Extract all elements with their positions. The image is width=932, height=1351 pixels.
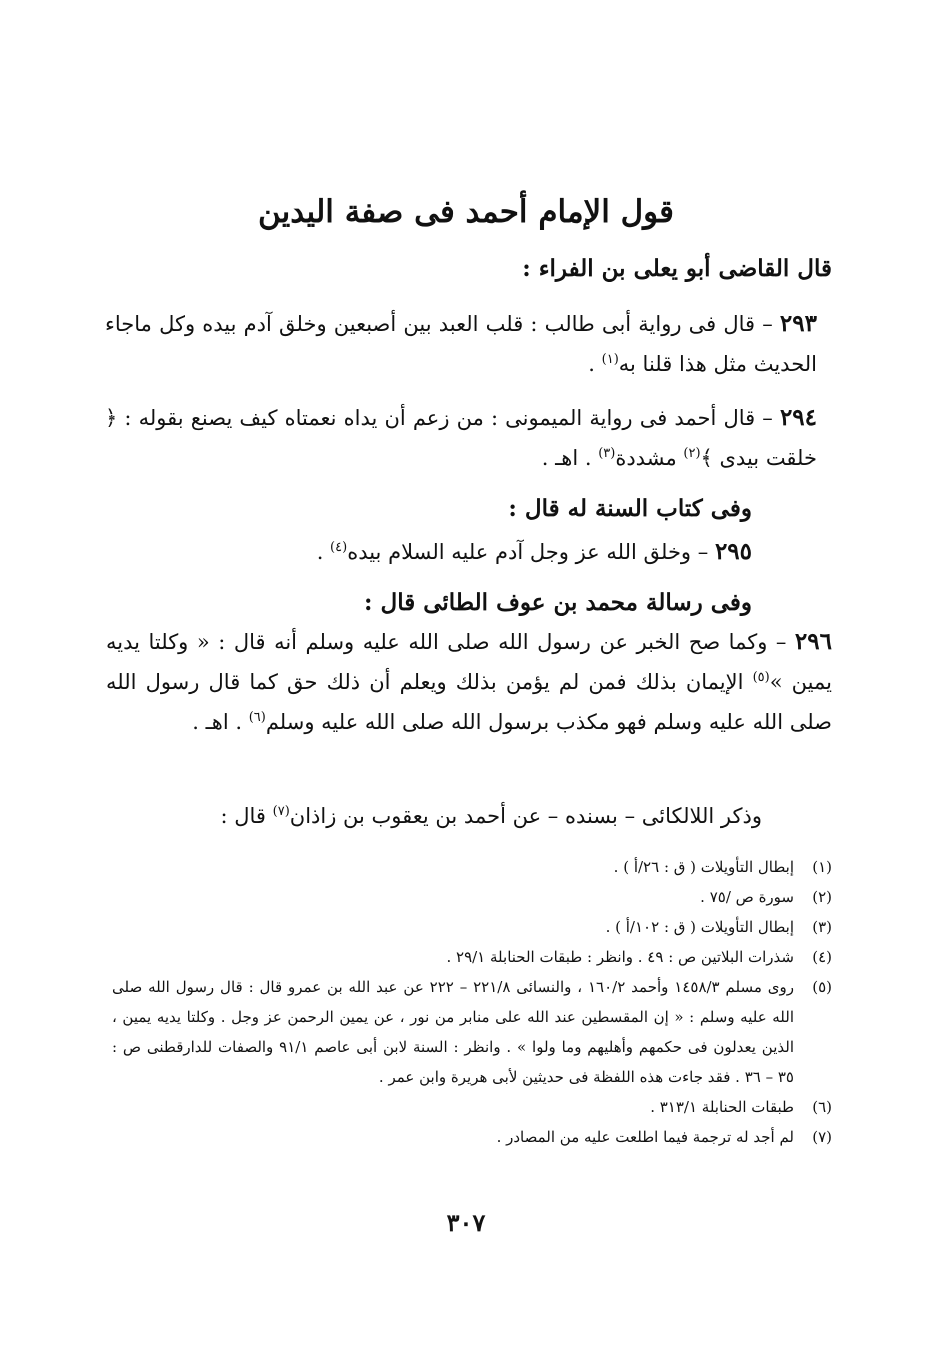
footnote-number: (٦) [812, 1098, 832, 1116]
paragraph-text: – قال فى رواية أبى طالب : قلب العبد بين أصبعين وخلق آدم بيده وكل ماجاء الحديث مثل هذا قلنا به [105, 312, 817, 376]
footnote-ref: (٣) [598, 446, 616, 461]
paragraph-tail: . اهـ . [192, 710, 249, 734]
paragraph-293 [105, 304, 817, 384]
paragraph-text: – قال أحمد فى رواية الميمونى : من زعم أن يداه نعمتاه كيف يصنع بقوله : ﴿ خلقت بيدى ﴾ [105, 406, 817, 470]
footnote-text: روى مسلم ١٤٥٨/٣ وأحمد ١٦٠/٢ ، والنسائى ٢٢١/٨ – ٢٢٢ عن عبد الله بن عمرو قال : قال رسول الله صلى الله عليه وسلم : « إن المقسطين عند الله على منابر من نور ، عن يمين الرحمن عز وجل . وكلتا يديه يمين ، الذين يعدلون فى حكمهم وأهليهم وما ولوا » . وانظر : السنة لابن أبى عاصم ٩١/١ والصفات للدارقطنى ص : ٣٥ – ٣٦ . فقد جاءت هذه اللفظة فى حديثين لأبى هريرة وابن عمر . [112, 978, 794, 1086]
paragraph-tail: . اهـ . [541, 446, 599, 470]
page-title: قول الإمام أحمد فى صفة اليدين [257, 194, 675, 230]
paragraph-number: ٢٩٦ [794, 628, 832, 655]
paragraph-text-continued: الإيمان بذلك فمن لم يؤمن بذلك ويعلم أن ذلك حق كما قال رسول الله صلى الله عليه وسلم فهو مكذب برسول الله صلى الله عليه وسلم [106, 670, 832, 734]
footnote-text: إبطال التأويلات ( ق : ١٠٢/أ ) . [605, 918, 794, 936]
paragraph-text-continued: مشددة [615, 446, 684, 470]
footnote-number: (٥) [812, 978, 832, 996]
paragraph-number: ٢٩٣ [779, 310, 817, 337]
risala-heading: وفى رسالة محمد بن عوف الطائى قال : [364, 589, 752, 616]
sunna-heading: وفى كتاب السنة له قال : [508, 495, 752, 522]
footnote-number: (٢) [812, 888, 832, 906]
footnote-item [112, 852, 832, 882]
footnote-ref: (٧) [272, 804, 290, 819]
footnote-ref: (٤) [330, 540, 348, 555]
footnote-text: إبطال التأويلات ( ق : ٢٦/أ ) . [613, 858, 794, 876]
footnote-text: لم أجد له ترجمة فيما اطلعت عليه من المصادر . [496, 1128, 794, 1146]
paragraph-294 [105, 398, 817, 478]
footnote-item [112, 912, 832, 942]
paragraph-296 [106, 622, 832, 742]
footnote-number: (١) [812, 858, 832, 876]
intro-heading: قال القاضى أبو يعلى بن الفراء : [522, 255, 832, 282]
paragraph-295 [232, 532, 752, 572]
footnote-text: سورة ص /٧٥ . [700, 888, 794, 906]
paragraph-tail: قال : [220, 804, 273, 828]
footnote-item [112, 942, 832, 972]
page-number: ٣٠٧ [446, 1208, 486, 1237]
footnote-ref: (٦) [248, 710, 266, 725]
paragraph-tail: . [316, 540, 331, 564]
footnote-item [112, 882, 832, 912]
footnote-ref: (٢) [683, 446, 701, 461]
paragraph-text: – وكما صح الخبر عن رسول الله صلى الله عليه وسلم أنه قال : « وكلتا يديه يمين » [106, 630, 832, 694]
footnote-item [112, 1122, 832, 1152]
lalakai-paragraph [122, 796, 762, 836]
footnote-item [112, 972, 832, 1092]
footnote-number: (٤) [812, 948, 832, 966]
footnote-number: (٧) [812, 1128, 832, 1146]
footnote-text: طبقات الحنابلة ٣١٣/١ . [650, 1098, 794, 1116]
footnote-ref: (١) [601, 352, 619, 367]
paragraph-number: ٢٩٥ [714, 538, 752, 565]
footnote-number: (٣) [812, 918, 832, 936]
footnote-item [112, 1092, 832, 1122]
paragraph-tail: . [588, 352, 602, 376]
footnote-ref: (٥) [752, 670, 770, 685]
paragraph-text: وذكر اللالكائى – بسنده – عن أحمد بن يعقوب بن زاذان [289, 804, 762, 828]
paragraph-number: ٢٩٤ [779, 404, 817, 431]
footnote-text: شذرات البلاتين ص : ٤٩ . وانظر : طبقات الحنابلة ٢٩/١ . [446, 948, 794, 966]
paragraph-text: – وخلق الله عز وجل آدم عليه السلام بيده [347, 540, 709, 564]
footnotes-list [112, 852, 832, 1152]
